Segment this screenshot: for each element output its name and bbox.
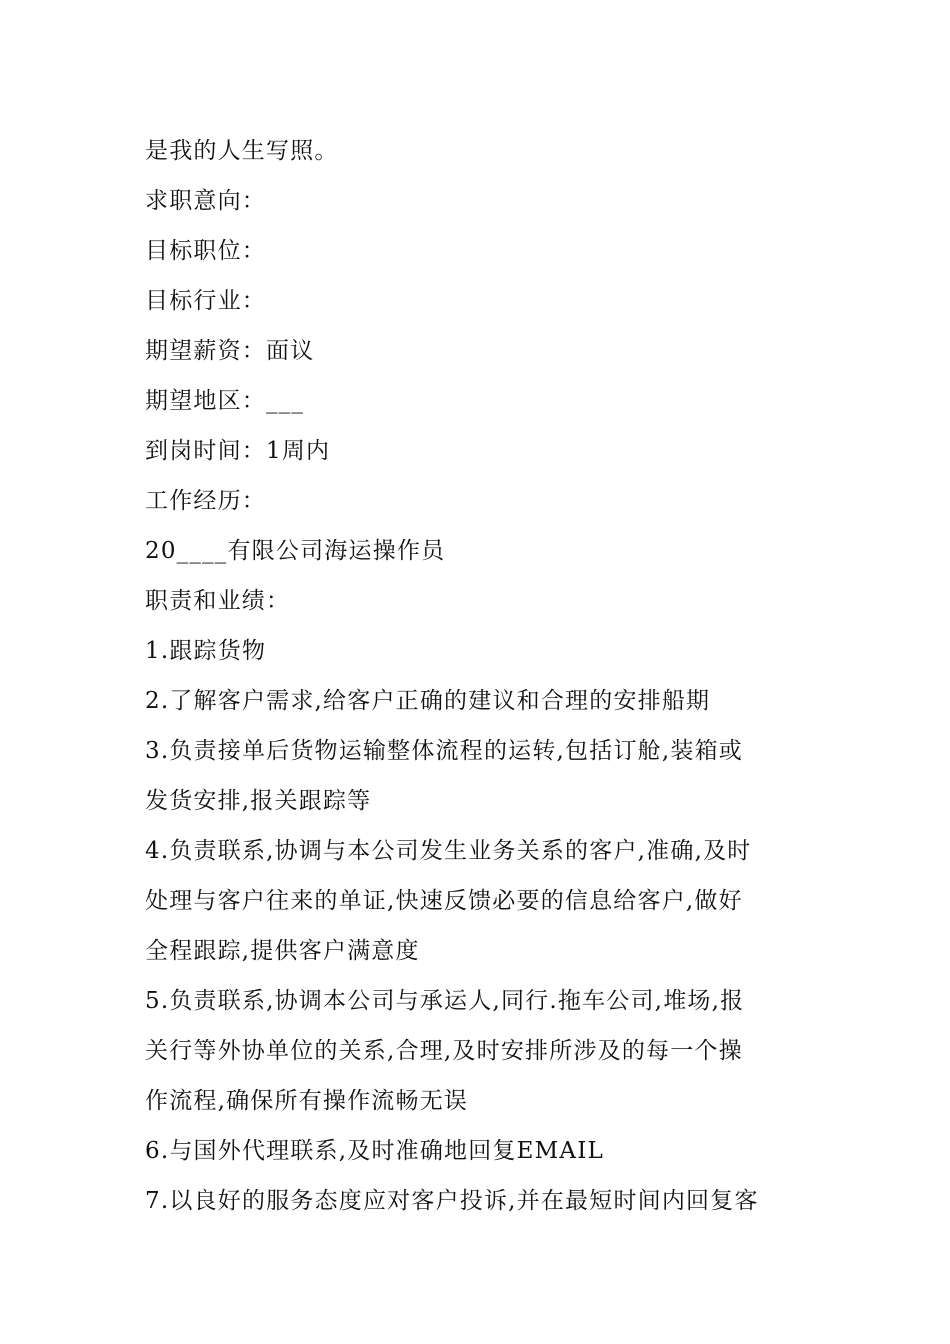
duty-item: 3.负责接单后货物运输整体流程的运转,包括订舱,装箱或 xyxy=(145,738,743,764)
start-time-field: 到岗时间：1周内 xyxy=(145,438,331,464)
expected-region-field: 期望地区：___ xyxy=(145,388,305,414)
job-entry-title: 20____有限公司海运操作员 xyxy=(145,538,446,564)
duty-item: 7.以良好的服务态度应对客户投诉,并在最短时间内回复客 xyxy=(145,1188,759,1214)
target-position-field: 目标职位： xyxy=(145,238,266,264)
duty-item: 2.了解客户需求,给客户正确的建议和合理的安排船期 xyxy=(145,688,711,714)
duty-item: 6.与国外代理联系,及时准确地回复EMAIL xyxy=(145,1138,604,1164)
section-heading-work-experience: 工作经历： xyxy=(145,488,266,514)
duty-item: 1.跟踪货物 xyxy=(145,638,267,664)
section-heading-job-intention: 求职意向： xyxy=(145,188,266,214)
duty-item-continuation: 发货安排,报关跟踪等 xyxy=(145,788,372,814)
duty-item-continuation: 处理与客户往来的单证,快速反馈必要的信息给客户,做好 xyxy=(145,888,743,914)
duty-item-continuation: 全程跟踪,提供客户满意度 xyxy=(145,938,420,964)
duty-item: 5.负责联系,协调本公司与承运人,同行.拖车公司,堆场,报 xyxy=(145,988,745,1014)
resume-text-body xyxy=(145,126,815,1226)
expected-salary-field: 期望薪资：面议 xyxy=(145,338,315,364)
target-industry-field: 目标行业： xyxy=(145,288,266,314)
duty-item: 4.负责联系,协调与本公司发生业务关系的客户,准确,及时 xyxy=(145,838,752,864)
text-line: 是我的人生写照。 xyxy=(145,138,339,164)
duty-item-continuation: 关行等外协单位的关系,合理,及时安排所涉及的每一个操 xyxy=(145,1038,743,1064)
duty-item-continuation: 作流程,确保所有操作流畅无误 xyxy=(145,1088,469,1114)
section-heading-duties: 职责和业绩： xyxy=(145,588,291,614)
